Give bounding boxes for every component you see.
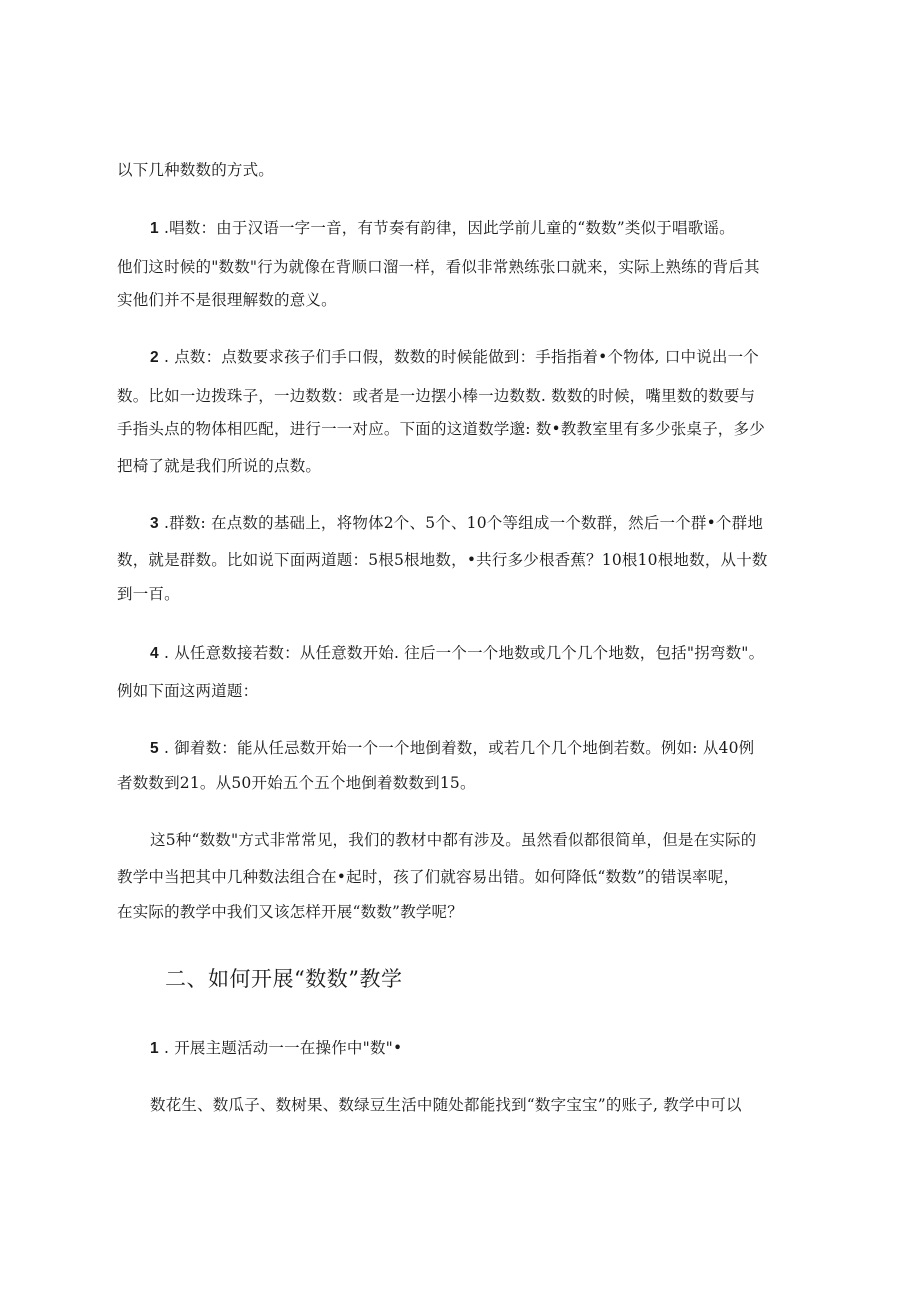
item-5-number: 5: [150, 740, 159, 757]
item-2-line-3: 手指头点的物体相匹配，进行一一对应。下面的这道数学邈: 数•教教室里有多少张桌子，多少: [117, 420, 765, 438]
section-heading: 二、如何开展“数数”教学: [165, 967, 403, 991]
summary-line-2: 教学中当把其中几种数法组合在•起时，孩了们就容易出错。如何降低“数数”的错误率呢，: [117, 868, 740, 886]
paragraph-line-1: 数花生、数瓜子、数树果、数绿豆生活中随处都能找到“数字宝宝”的账子, 教学中可以: [150, 1096, 742, 1114]
item-3-text: .群数: 在点数的基础上，将物体2个、5个、10个等组成一个数群，然后一个群•个群地: [158, 514, 764, 532]
intro-line: 以下几种数数的方式。: [117, 161, 275, 179]
item-5-line-2: 者数数到21。从50开始五个五个地倒着数数到15。: [117, 774, 476, 792]
subsection-1-number: 1: [150, 1040, 159, 1057]
item-4-number: 4: [150, 645, 159, 662]
item-1-line-2: 他们这时候的"数数"行为就像在背顺口溜一样，看似非常熟练张口就来，实际上熟练的背后其: [117, 258, 760, 276]
item-2-line-2: 数。比如一边拨珠子，一边数数：或者是一边摆小棒一边数数. 数数的时候，嘴里数的数要与: [117, 387, 756, 405]
item-3-line-3: 到一百。: [117, 585, 180, 603]
item-4-line-1: [150, 643, 764, 664]
subsection-1-text: . 开展主题活动一一在操作中"数"•: [158, 1039, 403, 1057]
item-2-text: . 点数：点数要求孩子们手口假，数数的时候能做到：手指指着•个物体, 口中说出一个: [158, 348, 760, 366]
summary-line-1: 这5种“数数"方式非常常见，我们的教材中都有涉及。虽然看似都很简单，但是在实际的: [150, 831, 757, 849]
item-2-line-4: 把椅了就是我们所说的点数。: [117, 457, 322, 475]
item-3-line-1: [150, 513, 763, 534]
summary-line-3: 在实际的教学中我们又该怎样开展“数数”教学呢？: [117, 903, 463, 921]
item-2-line-1: [150, 347, 759, 368]
subsection-1-title: [150, 1038, 402, 1059]
item-4-text: . 从任意数接若数：从任意数开始. 往后一个一个地数或几个几个地数，包括"拐弯数"。: [158, 644, 765, 662]
item-4-line-2: 例如下面这两道题：: [117, 682, 259, 700]
item-1-line-1: [150, 218, 735, 239]
item-1-line-3: 实他们并不是很理解数的意义。: [117, 291, 337, 309]
item-5-line-1: [150, 738, 754, 759]
item-2-number: 2: [150, 349, 159, 366]
item-3-line-2: 数，就是群数。比如说下面两道题：5根5根地数，•共行多少根香蕉？10根10根地数，从十数: [117, 551, 768, 569]
item-3-number: 3: [150, 515, 159, 532]
item-1-text: .唱数：由于汉语一字一音，有节奏有韵律，因此学前儿童的“数数”类似于唱歌谣。: [158, 219, 735, 237]
item-1-number: 1: [150, 220, 159, 237]
item-5-text: . 御着数：能从任忌数开始一个一个地倒着数，或若几个几个地倒若数。例如: 从40例: [158, 739, 755, 757]
